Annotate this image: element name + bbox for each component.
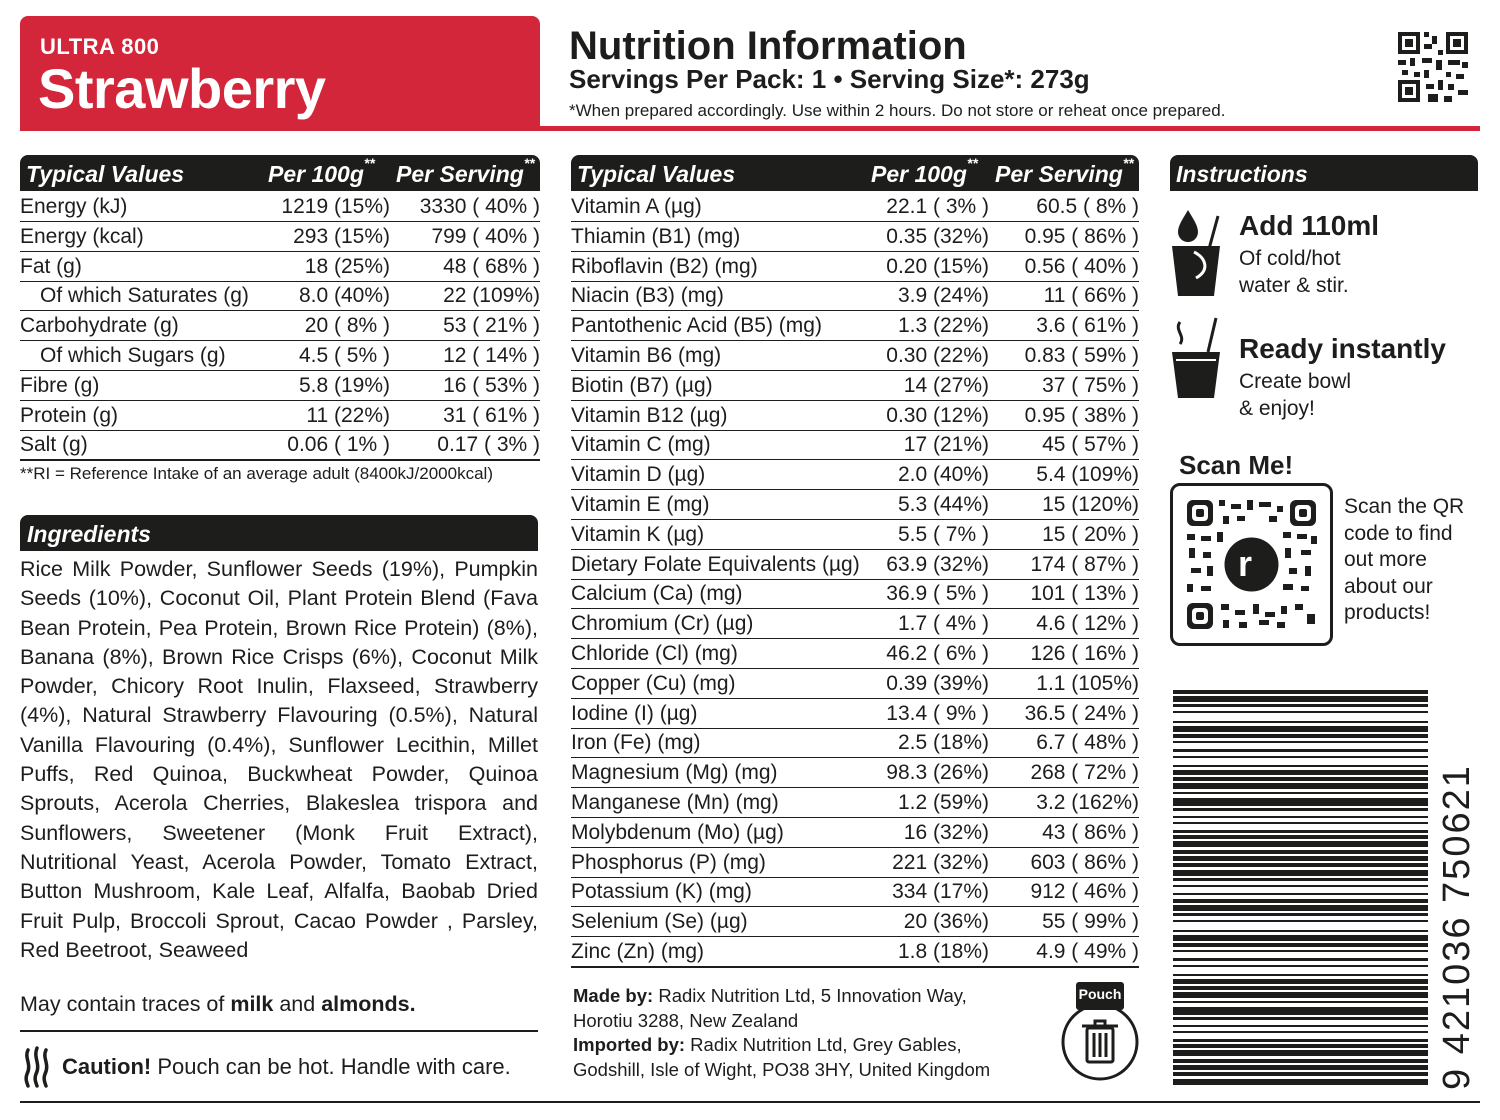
- barcode-bar: [1173, 863, 1428, 867]
- barcode-bar: [1173, 798, 1428, 806]
- manufacturer-info: Made by: Radix Nutrition Ltd, 5 Innovation Way, Horotiu 3288, New Zealand Imported by: Radix Nutrition Ltd, Grey Gables, Godshill, Isle of Wight, PO38 3HY, United Kingdom: [573, 985, 991, 1080]
- per-100g-value: 16 (32%): [903, 820, 989, 844]
- nutrient-name: Magnesium (Mg) (mg): [571, 761, 778, 785]
- nutrient-name: Vitamin C (mg): [571, 433, 711, 457]
- barcode-bar: [1173, 690, 1428, 694]
- table-row: [571, 906, 1139, 937]
- preparation-note: *When prepared accordingly. Use within 2 hours. Do not store or reheat once prepared.: [569, 101, 1226, 120]
- nutrient-name: Niacin (B3) (mg): [571, 284, 724, 308]
- barcode-bar: [1173, 974, 1428, 976]
- nutrient-name: Salt (g): [20, 433, 88, 457]
- nutrient-name: Biotin (B7) (µg): [571, 373, 713, 397]
- table-row: [571, 668, 1139, 699]
- barcode-bar: [1173, 721, 1428, 723]
- per-serving-value: 48 ( 68% ): [443, 254, 540, 278]
- table-row: [571, 847, 1139, 878]
- per-100g-value: 0.30 (12%): [886, 403, 989, 427]
- per-serving-value: 37 ( 75% ): [1042, 373, 1139, 397]
- barcode-bar: [1173, 878, 1428, 881]
- per-100g-value: 5.5 ( 7% ): [897, 522, 989, 546]
- nutrient-name: Of which Saturates (g): [40, 284, 249, 308]
- per-100g-value: 221 (32%): [892, 850, 989, 874]
- barcode-bar: [1173, 777, 1428, 781]
- barcode-bar: [1173, 986, 1428, 990]
- bottom-rule: [20, 1101, 1480, 1103]
- table-row: [571, 698, 1139, 729]
- per-100g-value: 8.0 (40%): [298, 284, 390, 308]
- barcode-bar: [1173, 1001, 1428, 1003]
- barcode-bar: [1173, 1044, 1428, 1048]
- per-100g-value: 1.8 (18%): [897, 940, 989, 963]
- barcode-bar: [1173, 792, 1428, 794]
- per-serving-value: 0.95 ( 38% ): [1024, 403, 1139, 427]
- nutrient-name: Calcium (Ca) (mg): [571, 582, 743, 606]
- nutrient-name: Vitamin B6 (mg): [571, 344, 722, 367]
- barcode-bar: [1173, 749, 1428, 752]
- macros-col-serving: Per Serving: [396, 161, 524, 187]
- nutrient-name: Selenium (Se) (µg): [571, 910, 748, 934]
- per-100g-value: 22.1 ( 3% ): [886, 195, 989, 218]
- barcode-bar: [1173, 1050, 1428, 1056]
- per-100g-value: 46.2 ( 6% ): [886, 642, 989, 665]
- per-serving-value: 16 ( 53% ): [443, 373, 540, 397]
- table-row: [571, 280, 1139, 311]
- barcode-bar: [1173, 1079, 1428, 1085]
- table-row: [571, 817, 1139, 848]
- per-serving-value: 4.6 ( 12% ): [1036, 612, 1139, 636]
- barcode-bar: [1173, 841, 1428, 847]
- nutrient-name: Molybdenum (Mo) (µg): [571, 820, 784, 844]
- table-row: [571, 757, 1139, 788]
- bowl-ready-icon: [1170, 316, 1222, 402]
- barcode-bar: [1173, 1007, 1428, 1015]
- micros-header: Typical Values Per 100g** Per Serving**: [571, 155, 1139, 191]
- barcode-bar: [1173, 835, 1428, 839]
- per-100g-value: 0.06 ( 1% ): [287, 433, 390, 457]
- per-serving-value: 53 ( 21% ): [443, 314, 540, 338]
- per-100g-value: 2.5 (18%): [897, 731, 989, 755]
- table-row: [571, 191, 1139, 222]
- barcode-bar: [1173, 1025, 1428, 1027]
- table-row: [571, 489, 1139, 520]
- barcode-bar: [1173, 711, 1428, 713]
- macros-col-typical: Typical Values: [26, 161, 185, 187]
- table-row: [20, 340, 540, 371]
- barcode-bar: [1173, 950, 1428, 952]
- per-100g-value: 4.5 ( 5% ): [298, 344, 390, 367]
- per-serving-value: 126 ( 16% ): [1030, 642, 1139, 665]
- pouch-recycle-badge: [1060, 982, 1140, 1082]
- macros-table: [20, 155, 540, 465]
- nutrient-name: Thiamin (B1) (mg): [571, 224, 741, 248]
- table-row: [20, 251, 540, 282]
- nutrient-name: Iron (Fe) (mg): [571, 731, 701, 755]
- table-row: [571, 638, 1139, 669]
- barcode-bar: [1173, 856, 1428, 861]
- per-serving-value: 799 ( 40% ): [431, 224, 540, 248]
- per-100g-value: 17 (21%): [903, 433, 989, 457]
- nutrient-name: Energy (kJ): [20, 195, 128, 218]
- barcode-bar: [1173, 816, 1428, 818]
- barcode-bar: [1173, 958, 1428, 961]
- nutrition-title: Nutrition Information: [569, 24, 967, 68]
- per-100g-value: 0.20 (15%): [886, 254, 989, 278]
- per-serving-value: 603 ( 86% ): [1030, 850, 1139, 874]
- brand-box: [20, 16, 540, 131]
- per-100g-value: 36.9 ( 5% ): [886, 582, 989, 606]
- nutrient-name: Pantothenic Acid (B5) (mg): [571, 314, 822, 338]
- step1-title: Add 110ml: [1239, 210, 1380, 241]
- barcode-bar: [1173, 783, 1428, 789]
- table-row: [571, 340, 1139, 371]
- table-row: [571, 370, 1139, 401]
- nutrient-name: Of which Sugars (g): [40, 344, 226, 367]
- barcode-bar: [1173, 808, 1428, 811]
- qr-code[interactable]: [1170, 483, 1333, 646]
- per-100g-value: 20 (36%): [903, 910, 989, 934]
- instructions-header: [1170, 155, 1478, 191]
- nutrient-name: Fat (g): [20, 254, 82, 278]
- per-serving-value: 55 ( 99% ): [1042, 910, 1139, 934]
- barcode-bar: [1173, 943, 1428, 947]
- barcode-bar: [1173, 1017, 1428, 1020]
- nutrient-name: Manganese (Mn) (mg): [571, 791, 779, 814]
- table-row: [571, 936, 1139, 968]
- barcode-bar: [1173, 704, 1428, 707]
- table-row: [20, 310, 540, 341]
- per-serving-value: 45 ( 57% ): [1042, 433, 1139, 457]
- per-serving-value: 22 (109%): [443, 284, 540, 308]
- table-row: [20, 280, 540, 311]
- per-100g-value: 18 (25%): [304, 254, 390, 278]
- nutrient-name: Chromium (Cr) (µg): [571, 612, 754, 636]
- micros-col-per100: Per 100g: [871, 161, 967, 187]
- barcode-bar: [1173, 935, 1428, 941]
- nutrient-name: Dietary Folate Equivalents (µg): [571, 552, 860, 576]
- barcode-bar: [1173, 992, 1428, 998]
- barcode-bar: [1173, 770, 1428, 775]
- per-serving-value: 0.83 ( 59% ): [1024, 344, 1139, 367]
- step2-text: Create bowl & enjoy!: [1239, 370, 1352, 420]
- barcode-bar: [1173, 913, 1428, 916]
- per-serving-value: 5.4 (109%): [1036, 463, 1139, 487]
- barcode-bar: [1173, 979, 1428, 984]
- table-row: [571, 727, 1139, 758]
- scan-title: Scan Me!: [1179, 450, 1294, 480]
- per-serving-value: 174 ( 87% ): [1030, 552, 1139, 576]
- per-100g-value: 1219 (15%): [281, 195, 390, 218]
- per-100g-value: 1.2 (59%): [897, 791, 989, 814]
- caution-text: Caution! Pouch can be hot. Handle with care.: [62, 1054, 511, 1079]
- per-serving-value: 36.5 ( 24% ): [1024, 701, 1139, 725]
- per-100g-value: 0.39 (39%): [886, 671, 989, 695]
- nutrient-name: Chloride (Cl) (mg): [571, 642, 738, 665]
- per-serving-value: 6.7 ( 48% ): [1036, 731, 1139, 755]
- nutrient-name: Vitamin A (µg): [571, 195, 702, 218]
- per-100g-value: 1.3 (22%): [897, 314, 989, 338]
- barcode-bar: [1173, 1031, 1428, 1033]
- table-row: [571, 429, 1139, 460]
- barcode-bar: [1173, 1072, 1428, 1076]
- per-100g-value: 0.35 (32%): [886, 224, 989, 248]
- nutrient-name: Vitamin D (µg): [571, 463, 706, 487]
- barcode: [1173, 690, 1458, 1090]
- barcode-bar: [1173, 1059, 1428, 1063]
- per-100g-value: 1.7 ( 4% ): [897, 612, 989, 636]
- made-by-label: Made by:: [573, 985, 654, 1006]
- product-line: ULTRA 800: [40, 34, 160, 59]
- table-row: [20, 429, 540, 461]
- table-row: [20, 400, 540, 431]
- per-serving-value: 101 ( 13% ): [1030, 582, 1139, 606]
- table-row: [571, 400, 1139, 431]
- caution-label: Caution!: [62, 1054, 152, 1079]
- barcode-bar: [1173, 830, 1428, 833]
- per-100g-value: 2.0 (40%): [897, 463, 989, 487]
- barcode-bar: [1173, 965, 1428, 967]
- qr-logo: r: [1238, 543, 1253, 584]
- barcode-bar: [1173, 1039, 1428, 1042]
- nutrient-name: Protein (g): [20, 403, 119, 427]
- header-rule: [20, 126, 1480, 131]
- table-row: [571, 459, 1139, 490]
- barcode-bar: [1173, 822, 1428, 824]
- per-serving-value: 15 ( 20% ): [1042, 522, 1139, 546]
- per-serving-value: 912 ( 46% ): [1030, 880, 1139, 904]
- per-serving-value: 268 ( 72% ): [1030, 761, 1139, 785]
- per-serving-value: 1.1 (105%): [1036, 671, 1139, 695]
- scan-text: Scan the QR code to find out more about our products!: [1344, 495, 1465, 624]
- instructions-heading: Instructions: [1176, 161, 1308, 187]
- per-serving-value: 11 ( 66% ): [1043, 284, 1139, 308]
- servings-line: Servings Per Pack: 1 • Serving Size*: 273g: [569, 64, 1090, 94]
- barcode-bar: [1173, 885, 1428, 887]
- nutrient-name: Vitamin B12 (µg): [571, 403, 728, 427]
- table-row: [20, 370, 540, 401]
- table-row: [571, 310, 1139, 341]
- per-100g-value: 13.4 ( 9% ): [886, 701, 989, 725]
- allergen-almonds: almonds.: [321, 992, 416, 1016]
- per-serving-value: 15 (120%): [1042, 493, 1139, 516]
- per-serving-value: 60.5 ( 8% ): [1036, 195, 1139, 218]
- imported-by-label: Imported by:: [573, 1034, 686, 1055]
- nutrient-name: Zinc (Zn) (mg): [571, 940, 704, 963]
- ri-note: **RI = Reference Intake of an average adult (8400kJ/2000kcal): [20, 464, 493, 483]
- per-serving-value: 4.9 ( 49% ): [1036, 940, 1139, 963]
- barcode-bar: [1173, 850, 1428, 854]
- table-row: [20, 221, 540, 252]
- barcode-bar: [1173, 905, 1428, 911]
- nutrient-name: Carbohydrate (g): [20, 314, 179, 338]
- barcode-bar: [1173, 696, 1428, 702]
- step2-title: Ready instantly: [1239, 333, 1446, 364]
- per-100g-value: 5.3 (44%): [897, 493, 989, 516]
- per-serving-value: 0.17 ( 3% ): [437, 433, 540, 457]
- per-100g-value: 334 (17%): [892, 880, 989, 904]
- micros-table: [571, 155, 1139, 970]
- per-serving-value: 0.56 ( 40% ): [1024, 254, 1139, 278]
- per-100g-value: 293 (15%): [293, 224, 390, 248]
- allergen-milk: milk: [230, 992, 274, 1016]
- per-serving-value: 3330 ( 40% ): [419, 195, 540, 218]
- nutrient-name: Copper (Cu) (mg): [571, 671, 736, 695]
- barcode-digits: 9 421036 750621: [1436, 764, 1478, 1090]
- flavour-title: Strawberry: [38, 57, 326, 120]
- barcode-bar: [1173, 765, 1428, 767]
- table-row: [571, 876, 1139, 907]
- barcode-bar: [1173, 741, 1428, 743]
- per-serving-value: 3.2 (162%): [1036, 791, 1139, 814]
- per-100g-value: 63.9 (32%): [886, 552, 989, 576]
- per-100g-value: 20 ( 8% ): [304, 314, 390, 338]
- heat-icon: [22, 1046, 52, 1088]
- barcode-bar: [1173, 1065, 1428, 1070]
- pouch-label: Pouch: [1078, 986, 1122, 1002]
- ingredients-heading: Ingredients: [27, 521, 151, 547]
- nutrient-name: Potassium (K) (mg): [571, 880, 752, 904]
- ingredients-text: Rice Milk Powder, Sunflower Seeds (19%), Pumpkin Seeds (10%), Coconut Oil, Plant Protein Blend (Fava Bean Protein, Pea Protein, Brown Rice Protein) (8%), Banana (8%), Brown Rice Crisps (6%), Coconut Milk Powder, Chicory Root Inulin, Flaxseed, Strawberry (4%), Natural Strawberry Flavouring (0.5%), Natural Vanilla Flavouring (0.4%), Sunflower Lecithin, Millet Puffs, Red Quinoa, Buckwheat Powder, Quinoa Sprouts, Acerola Cherries, Blakeslea trispora and Sunflowers, Sweetener (Monk Fruit Extract), Nutritional Yeast, Acerola Powder, Tomato Extract, Button Mushroom, Kale Leaf, Alfalfa, Baobab Dried Fruit Pulp, Broccoli Sprout, Cacao Powder , Parsley, Red Beetroot, Seaweed: [20, 557, 538, 962]
- nutrient-name: Energy (kcal): [20, 224, 144, 248]
- macros-col-per100: Per 100g: [268, 161, 364, 187]
- per-100g-value: 14 (27%): [903, 373, 989, 397]
- allergen-traces: May contain traces of milk and almonds.: [20, 992, 416, 1016]
- per-serving-value: 3.6 ( 61% ): [1036, 314, 1139, 338]
- per-100g-value: 98.3 (26%): [886, 761, 989, 785]
- per-100g-value: 11 (22%): [306, 403, 390, 427]
- per-100g-value: 3.9 (24%): [897, 284, 989, 308]
- per-serving-value: 31 ( 61% ): [443, 403, 540, 427]
- table-row: [571, 519, 1139, 550]
- barcode-bar: [1173, 920, 1428, 922]
- nutrient-name: Vitamin K (µg): [571, 522, 705, 546]
- caution-rule: [20, 1030, 538, 1032]
- nutrient-name: Vitamin E (mg): [571, 493, 710, 516]
- barcode-bar: [1173, 734, 1428, 738]
- ingredients-header: [20, 515, 538, 551]
- table-row: [571, 578, 1139, 609]
- nutrient-name: Fibre (g): [20, 373, 100, 397]
- per-serving-value: 12 ( 14% ): [443, 344, 540, 367]
- table-row: [20, 191, 540, 222]
- per-100g-value: 0.30 (22%): [886, 344, 989, 367]
- barcode-bar: [1173, 893, 1428, 895]
- per-serving-value: 43 ( 86% ): [1042, 820, 1139, 844]
- table-row: [571, 608, 1139, 639]
- table-row: [571, 221, 1139, 252]
- barcode-bar: [1173, 899, 1428, 903]
- macros-header: Typical Values Per 100g** Per Serving**: [20, 155, 540, 191]
- cup-pour-icon: [1170, 208, 1222, 300]
- nutrient-name: Riboflavin (B2) (mg): [571, 254, 758, 278]
- micros-col-typical: Typical Values: [577, 161, 736, 187]
- table-row: [571, 251, 1139, 282]
- barcode-bar: [1173, 726, 1428, 732]
- table-row: [571, 787, 1139, 818]
- micros-col-serving: Per Serving: [995, 161, 1123, 187]
- qr-code-icon[interactable]: [1398, 32, 1468, 102]
- per-100g-value: 5.8 (19%): [298, 373, 390, 397]
- barcode-bar: [1173, 930, 1428, 932]
- nutrient-name: Phosphorus (P) (mg): [571, 850, 766, 874]
- nutrient-name: Iodine (I) (µg): [571, 701, 698, 725]
- barcode-bar: [1173, 870, 1428, 876]
- barcode-bar: [1173, 756, 1428, 758]
- step1-text: Of cold/hot water & stir.: [1239, 247, 1349, 297]
- per-serving-value: 0.95 ( 86% ): [1024, 224, 1139, 248]
- table-row: [571, 549, 1139, 580]
